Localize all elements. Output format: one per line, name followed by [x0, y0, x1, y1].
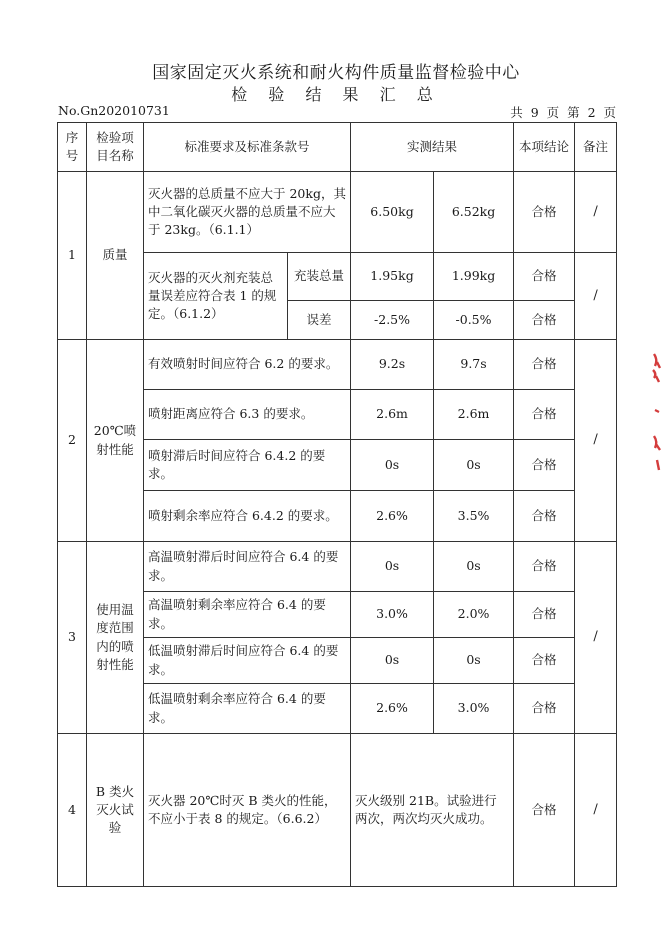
header-item: 检验项目名称: [87, 123, 144, 172]
table-row: [58, 734, 617, 887]
report-number: No.Gn202010731: [58, 103, 170, 118]
conclusion: 合格: [514, 301, 575, 340]
header-standard: 标准要求及标准条款号: [144, 123, 351, 172]
requirement-text: 喷射剩余率应符合 6.4.2 的要求。: [144, 491, 351, 542]
conclusion: 合格: [514, 440, 575, 491]
result-value-1: -2.5%: [351, 301, 434, 340]
result-value-1: 2.6m: [351, 390, 434, 440]
result-value-1: 0s: [351, 638, 434, 684]
conclusion: 合格: [514, 734, 575, 887]
result-value-1: 2.6%: [351, 491, 434, 542]
page-info: 共 9 页 第 2 页: [510, 105, 616, 120]
conclusion: 合格: [514, 253, 575, 301]
conclusion: 合格: [514, 638, 575, 684]
remark: /: [575, 253, 617, 340]
remark: /: [575, 340, 617, 542]
requirement-text: 低温喷射剩余率应符合 6.4 的要求。: [144, 684, 351, 734]
seam-stamp-icon: [648, 352, 666, 472]
requirement-text: 喷射滞后时间应符合 6.4.2 的要求。: [144, 440, 351, 491]
result-value-2: 0s: [434, 638, 514, 684]
remark: /: [575, 542, 617, 734]
result-value-2: 3.0%: [434, 684, 514, 734]
requirement-text: 灭火器 20℃时灭 B 类火的性能，不应小于表 8 的规定。（6.6.2）: [144, 734, 351, 887]
result-value-1: 0s: [351, 542, 434, 592]
row-item: 20℃喷射性能: [87, 340, 144, 542]
conclusion: 合格: [514, 390, 575, 440]
requirement-text: 有效喷射时间应符合 6.2 的要求。: [144, 340, 351, 390]
result-value-1: 9.2s: [351, 340, 434, 390]
result-value-2: 3.5%: [434, 491, 514, 542]
requirement-text: 灭火器的灭火剂充装总量误差应符合表 1 的规定。（6.1.2）: [144, 253, 288, 340]
result-value-2: 9.7s: [434, 340, 514, 390]
row-item: 质量: [87, 172, 144, 340]
result-value-2: 0s: [434, 542, 514, 592]
conclusion: 合格: [514, 172, 575, 253]
requirement-text: 高温喷射剩余率应符合 6.4 的要求。: [144, 592, 351, 638]
conclusion: 合格: [514, 340, 575, 390]
conclusion: 合格: [514, 542, 575, 592]
requirement-text: 喷射距离应符合 6.3 的要求。: [144, 390, 351, 440]
requirement-text: 低温喷射滞后时间应符合 6.4 的要求。: [144, 638, 351, 684]
requirement-text: 灭火器的总质量不应大于 20kg，其中二氧化碳灭火器的总质量不应大于 23kg。（6.1.1）: [144, 172, 351, 253]
table-row: [58, 340, 617, 390]
result-value-2: 2.0%: [434, 592, 514, 638]
document-subtitle: 检 验 结 果 汇 总: [231, 85, 441, 104]
result-value-1: 1.95kg: [351, 253, 434, 301]
conclusion: 合格: [514, 592, 575, 638]
row-seq: 1: [58, 172, 87, 340]
header-remark: 备注: [575, 123, 617, 172]
conclusion: 合格: [514, 491, 575, 542]
row-item: B 类火灭火试验: [87, 734, 144, 887]
header-conclusion: 本项结论: [514, 123, 575, 172]
conclusion: 合格: [514, 684, 575, 734]
results-table: [57, 122, 617, 887]
table-header-row: [58, 123, 617, 172]
header-result: 实测结果: [351, 123, 514, 172]
sub-item-label: 误差: [288, 301, 351, 340]
remark: /: [575, 734, 617, 887]
result-value-2: 1.99kg: [434, 253, 514, 301]
result-value-1: 3.0%: [351, 592, 434, 638]
result-value-2: 6.52kg: [434, 172, 514, 253]
row-seq: 4: [58, 734, 87, 887]
result-value-1: 0s: [351, 440, 434, 491]
result-value-1: 6.50kg: [351, 172, 434, 253]
sub-item-label: 充装总量: [288, 253, 351, 301]
row-item: 使用温度范围内的喷射性能: [87, 542, 144, 734]
result-value-2: 0s: [434, 440, 514, 491]
result-text: 灭火级别 21B。试验进行两次，两次均灭火成功。: [351, 734, 514, 887]
document-title: 国家固定灭火系统和耐火构件质量监督检验中心: [152, 63, 520, 83]
table-row: [58, 542, 617, 592]
table-row: [58, 172, 617, 253]
result-value-1: 2.6%: [351, 684, 434, 734]
header-seq: 序号: [58, 123, 87, 172]
result-value-2: -0.5%: [434, 301, 514, 340]
row-seq: 3: [58, 542, 87, 734]
row-seq: 2: [58, 340, 87, 542]
remark: /: [575, 172, 617, 253]
result-value-2: 2.6m: [434, 390, 514, 440]
requirement-text: 高温喷射滞后时间应符合 6.4 的要求。: [144, 542, 351, 592]
